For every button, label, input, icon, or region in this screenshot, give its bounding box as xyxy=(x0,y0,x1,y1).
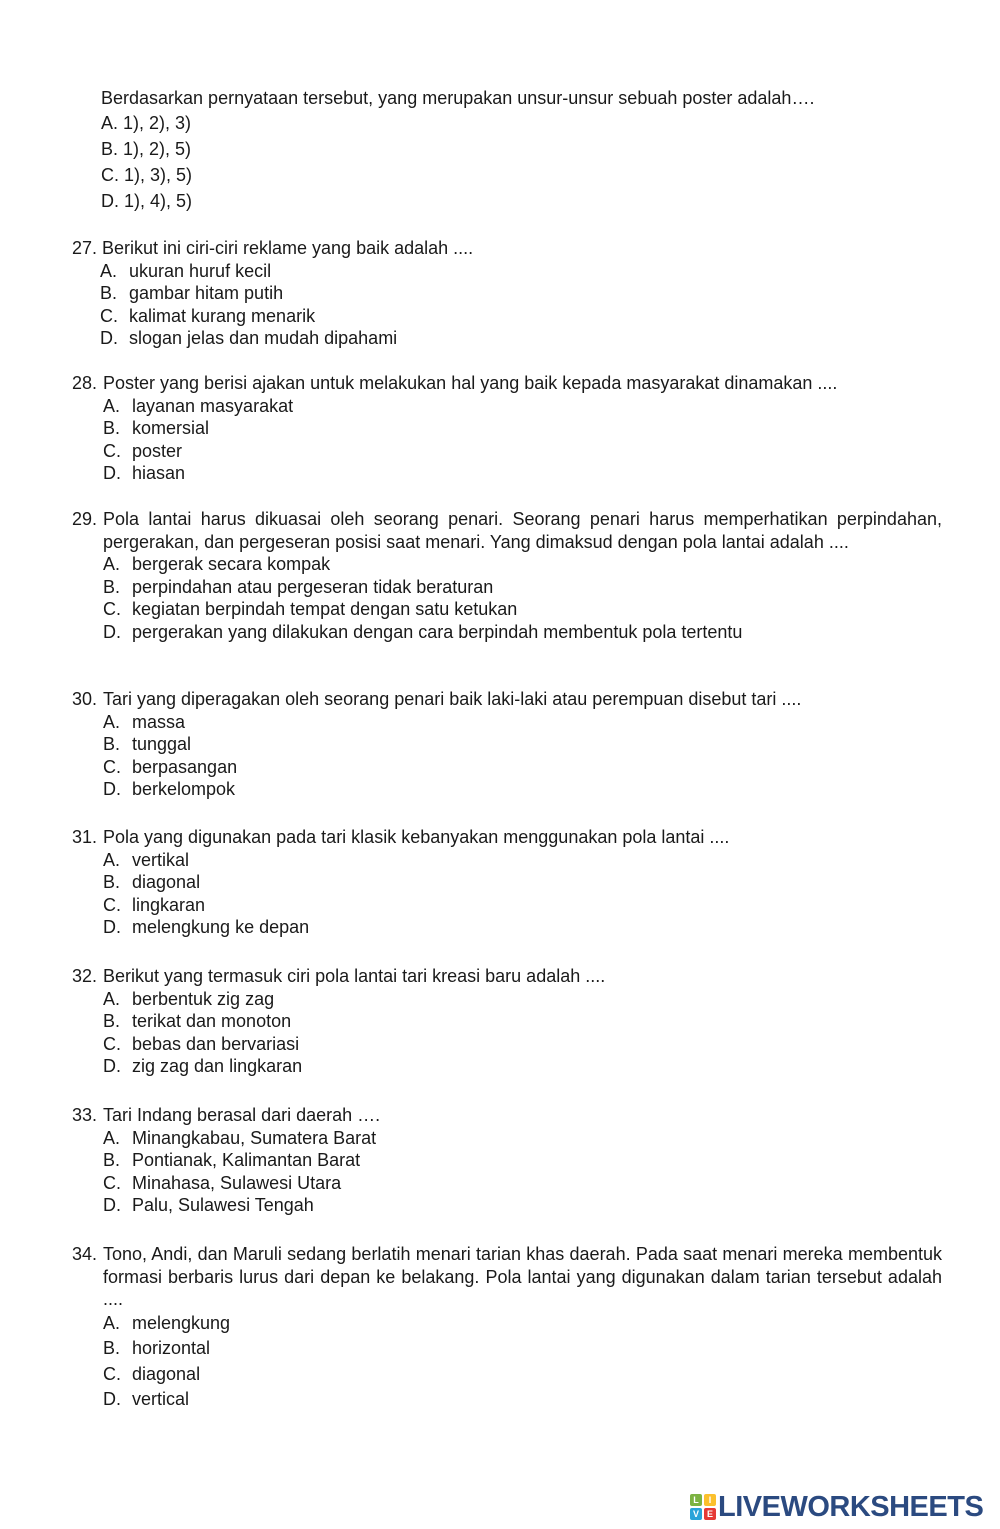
option-text: komersial xyxy=(132,418,210,438)
option-letter: B. xyxy=(103,872,121,892)
logo-mark-e: E xyxy=(704,1508,716,1520)
option-b xyxy=(103,733,942,756)
option-text: vertikal xyxy=(132,849,190,870)
option-d xyxy=(103,621,942,644)
option-d xyxy=(102,327,942,350)
question-stem: Pola yang digunakan pada tari klasik kebanyakan menggunakan pola lantai .... xyxy=(103,827,730,847)
option-text: slogan jelas dan mudah dipahami xyxy=(129,328,398,348)
option-letter: C. xyxy=(103,1172,121,1193)
option-b xyxy=(103,871,942,894)
option-letter: A. xyxy=(103,1127,121,1148)
option-letter: D. xyxy=(103,1056,121,1076)
option-d: D. 1), 4), 5) xyxy=(101,191,193,211)
question-stem: Tari Indang berasal dari daerah …. xyxy=(103,1105,381,1125)
question-34 xyxy=(72,1243,942,1413)
option-text: kegiatan berpindah tempat dengan satu ketukan xyxy=(132,599,518,619)
option-letter: C. xyxy=(103,1033,121,1054)
option-b xyxy=(103,1149,942,1172)
question-31 xyxy=(72,826,942,939)
option-c xyxy=(102,305,942,328)
option-text: Pontianak, Kalimantan Barat xyxy=(132,1150,361,1170)
option-c xyxy=(103,1033,942,1056)
option-letter: B. xyxy=(103,418,121,438)
option-d xyxy=(103,1194,942,1217)
question-stem: Berikut yang termasuk ciri pola lantai tari kreasi baru adalah .... xyxy=(103,966,606,986)
question-number: 30. xyxy=(72,689,98,709)
question-stem: Tono, Andi, dan Maruli sedang berlatih menari tarian khas daerah. Pada saat menari mereka membentuk formasi berbaris lurus dari depan ke belakang. Pola lantai yang digunakan dalam tarian tersebut adalah .... xyxy=(103,1244,942,1309)
option-c xyxy=(103,598,942,621)
logo-mark-v: V xyxy=(690,1508,702,1520)
option-b xyxy=(103,1010,942,1033)
option-letter: D. xyxy=(103,463,121,483)
option-b xyxy=(103,1336,942,1362)
option-c xyxy=(103,1362,942,1388)
option-a xyxy=(103,849,942,872)
option-a xyxy=(103,1311,942,1337)
option-d xyxy=(103,778,942,801)
option-letter: B. xyxy=(103,1011,121,1031)
option-letter: B. xyxy=(103,734,121,754)
option-text: melengkung ke depan xyxy=(132,917,310,937)
option-text: berpasangan xyxy=(132,756,238,777)
option-text: bergerak secara kompak xyxy=(132,554,331,574)
question-32 xyxy=(72,965,942,1078)
option-c xyxy=(103,440,942,463)
option-a xyxy=(103,395,942,418)
option-letter: C. xyxy=(103,599,121,619)
question-number: 27. xyxy=(72,238,98,258)
option-text: perpindahan atau pergeseran tidak beraturan xyxy=(132,576,494,597)
option-text: poster xyxy=(132,440,183,461)
question-stem: Berikut ini ciri-ciri reklame yang baik adalah .... xyxy=(102,238,474,258)
option-letter: A. xyxy=(103,554,121,574)
liveworksheets-logo xyxy=(690,1490,983,1524)
option-letter: A. xyxy=(103,849,121,870)
option-letter: C. xyxy=(103,440,121,461)
option-letter: C. xyxy=(100,305,118,326)
option-text: vertical xyxy=(132,1389,190,1409)
option-letter: A. xyxy=(103,1312,121,1333)
option-d xyxy=(103,462,942,485)
question-28 xyxy=(72,372,942,485)
option-text: Minangkabau, Sumatera Barat xyxy=(132,1127,377,1148)
option-b xyxy=(102,282,942,305)
option-b xyxy=(103,417,942,440)
option-c xyxy=(103,1172,942,1195)
question-number: 31. xyxy=(72,827,98,847)
logo-mark-i: I xyxy=(704,1494,716,1506)
option-text: berkelompok xyxy=(132,779,236,799)
question-30 xyxy=(72,688,942,801)
logo-text: LIVEWORKSHEETS xyxy=(718,1491,984,1523)
logo-mark-l: L xyxy=(690,1494,702,1506)
option-c xyxy=(103,756,942,779)
option-a xyxy=(103,711,942,734)
question-number: 32. xyxy=(72,966,98,986)
question-33 xyxy=(72,1104,942,1217)
option-text: terikat dan monoton xyxy=(132,1011,292,1031)
option-text: zig zag dan lingkaran xyxy=(132,1056,303,1076)
question-number: 33. xyxy=(72,1105,98,1125)
option-text: hiasan xyxy=(132,463,186,483)
option-b xyxy=(103,576,942,599)
option-text: diagonal xyxy=(132,872,201,892)
option-b: B. 1), 2), 5) xyxy=(101,139,192,159)
option-letter: C. xyxy=(103,1363,121,1384)
option-c: C. 1), 3), 5) xyxy=(101,165,193,185)
option-d xyxy=(103,1387,942,1413)
option-text: diagonal xyxy=(132,1363,201,1384)
question-number: 34. xyxy=(72,1244,98,1264)
option-letter: D. xyxy=(103,621,121,642)
option-letter: A. xyxy=(103,988,121,1009)
option-text: Minahasa, Sulawesi Utara xyxy=(132,1172,342,1193)
option-text: melengkung xyxy=(132,1312,231,1333)
option-a: A. 1), 2), 3) xyxy=(101,113,192,133)
option-letter: D. xyxy=(103,1195,121,1215)
option-d xyxy=(103,1055,942,1078)
option-letter: B. xyxy=(100,283,118,303)
option-letter: D. xyxy=(103,779,121,799)
option-a xyxy=(102,260,942,283)
option-letter: B. xyxy=(103,1150,121,1170)
option-text: gambar hitam putih xyxy=(129,283,284,303)
option-text: Palu, Sulawesi Tengah xyxy=(132,1195,314,1215)
option-a xyxy=(103,988,942,1011)
option-text: layanan masyarakat xyxy=(132,395,294,416)
option-letter: B. xyxy=(103,1338,121,1358)
option-text: massa xyxy=(132,711,186,732)
option-letter: C. xyxy=(103,756,121,777)
option-letter: A. xyxy=(100,260,118,281)
question-stem: Tari yang diperagakan oleh seorang penari baik laki-laki atau perempuan disebut tari .... xyxy=(103,689,802,709)
option-text: lingkaran xyxy=(132,894,206,915)
question-stem: Pola lantai harus dikuasai oleh seorang penari. Seorang penari harus memperhatikan perpindahan, pergerakan, dan pergeseran posisi saat menari. Yang dimaksud dengan pola lantai adalah .... xyxy=(103,509,942,552)
option-letter: B. xyxy=(103,576,121,597)
question-stem: Poster yang berisi ajakan untuk melakukan hal yang baik kepada masyarakat dinamakan .... xyxy=(103,373,838,393)
option-text: berbentuk zig zag xyxy=(132,988,275,1009)
question-26-continuation xyxy=(101,86,961,214)
logo-mark-icon xyxy=(690,1494,716,1520)
option-letter: A. xyxy=(103,395,121,416)
option-letter: D. xyxy=(103,917,121,937)
question-stem: Berdasarkan pernyataan tersebut, yang merupakan unsur-unsur sebuah poster adalah…. xyxy=(101,88,815,108)
option-text: ukuran huruf kecil xyxy=(129,260,272,281)
question-number: 29. xyxy=(72,509,98,529)
option-c xyxy=(103,894,942,917)
option-a xyxy=(103,553,942,576)
option-d xyxy=(103,916,942,939)
question-27 xyxy=(72,237,942,350)
option-text: tunggal xyxy=(132,734,192,754)
question-number: 28. xyxy=(72,373,98,393)
option-text: bebas dan bervariasi xyxy=(132,1033,300,1054)
option-letter: A. xyxy=(103,711,121,732)
option-text: pergerakan yang dilakukan dengan cara berpindah membentuk pola tertentu xyxy=(132,621,743,642)
option-letter: C. xyxy=(103,894,121,915)
option-text: kalimat kurang menarik xyxy=(129,305,316,326)
option-letter: D. xyxy=(100,328,118,348)
question-29 xyxy=(72,508,942,643)
option-text: horizontal xyxy=(132,1338,211,1358)
option-a xyxy=(103,1127,942,1150)
option-letter: D. xyxy=(103,1389,121,1409)
